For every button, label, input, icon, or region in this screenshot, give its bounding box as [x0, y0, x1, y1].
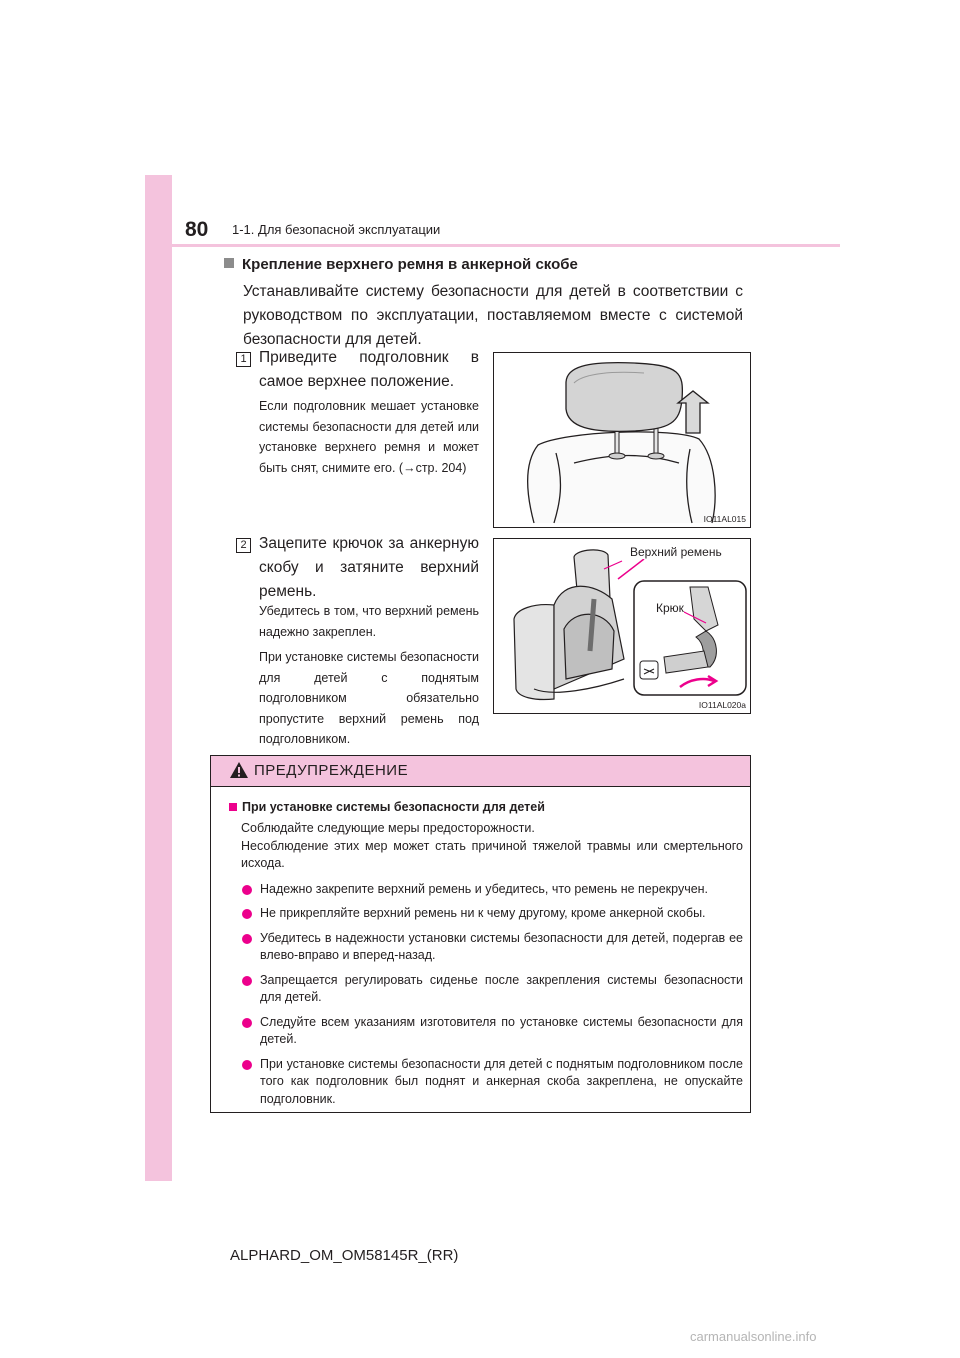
child-seat-illustration [494, 539, 750, 713]
figure-top-strap-hook [493, 538, 751, 714]
square-bullet-icon [229, 803, 237, 811]
warning-box [210, 755, 751, 1113]
step-1-text: Приведите подголовник в самое верхнее положение. [259, 349, 479, 390]
section-title: 1-1. Для безопасной эксплуатации [232, 222, 441, 237]
subsection-title: Крепление верхнего ремня в анкерной скобе [242, 256, 578, 273]
bullet-dot-icon [242, 909, 252, 919]
callout-hook: Крюк [656, 601, 684, 615]
warning-header [211, 756, 750, 787]
bullet-dot-icon [242, 976, 252, 986]
step-2-text: Зацепите крючок за анкерную скобу и затяните верхний ремень. [259, 535, 479, 600]
warning-triangle-icon [229, 761, 249, 779]
warning-title: ПРЕДУПРЕЖДЕНИЕ [254, 762, 409, 779]
warning-subtitle: При установке системы безопасности для детей [229, 800, 743, 814]
step-2-number: 2 [236, 538, 251, 553]
step-2-note-2: При установке системы безопасности для детей с поднятым подголовником обязательно пропустите верхний ремень под подголовником. [259, 650, 479, 746]
bullet-dot-icon [242, 1018, 252, 1028]
watermark: carmanualsonline.info [690, 1329, 817, 1344]
subsection-intro: Устанавливайте систему безопасности для детей в соответствии с руководством по эксплуатации, поставляемом вместе с системой безопасности для детей. [243, 283, 743, 348]
warning-item: При установке системы безопасности для детей с поднятым подголовником после того как подголовник был поднят и анкерная скоба закреплена, не опускайте подголовник. [241, 1056, 743, 1109]
warning-item: Запрещается регулировать сиденье после закрепления системы безопасности для детей. [241, 972, 743, 1007]
warning-intro: Соблюдайте следующие меры предосторожности. Несоблюдение этих мер может стать причиной тяжелой травмы или смертельного исхода. [241, 821, 743, 870]
bullet-dot-icon [242, 885, 252, 895]
warning-body [229, 800, 743, 1115]
headrest-illustration [494, 353, 750, 527]
callout-top-strap: Верхний ремень [630, 545, 722, 559]
bullet-dot-icon [242, 1060, 252, 1070]
warning-item: Убедитесь в надежности установки системы безопасности для детей, подергав ее влево-вправо и вперед-назад. [241, 930, 743, 965]
step-1-number: 1 [236, 352, 251, 367]
step-2-note-1: Убедитесь в том, что верхний ремень надежно закреплен. [259, 604, 479, 639]
warning-item: Не прикрепляйте верхний ремень ни к чему другому, кроме анкерной скобы. [241, 905, 743, 923]
side-color-strip [145, 175, 172, 1181]
warning-item: Надежно закрепите верхний ремень и убедитесь, что ремень не перекручен. [241, 881, 743, 899]
step-1-note: Если подголовник мешает установке системы безопасности для детей или установке верхнего ремня и может быть снят, снимите его. (→стр. 204) [259, 399, 479, 475]
figure-code: IO11AL015 [703, 514, 746, 524]
square-bullet-icon [224, 258, 234, 268]
warning-item: Следуйте всем указаниям изготовителя по установке системы безопасности для детей. [241, 1014, 743, 1049]
page-number: 80 [185, 218, 209, 241]
subsection-heading [224, 256, 578, 273]
header-rule [172, 244, 840, 247]
figure-headrest-raise [493, 352, 751, 528]
figure-code: IO11AL020a [698, 700, 746, 710]
footer-doc-code: ALPHARD_OM_OM58145R_(RR) [230, 1247, 459, 1264]
bullet-dot-icon [242, 934, 252, 944]
